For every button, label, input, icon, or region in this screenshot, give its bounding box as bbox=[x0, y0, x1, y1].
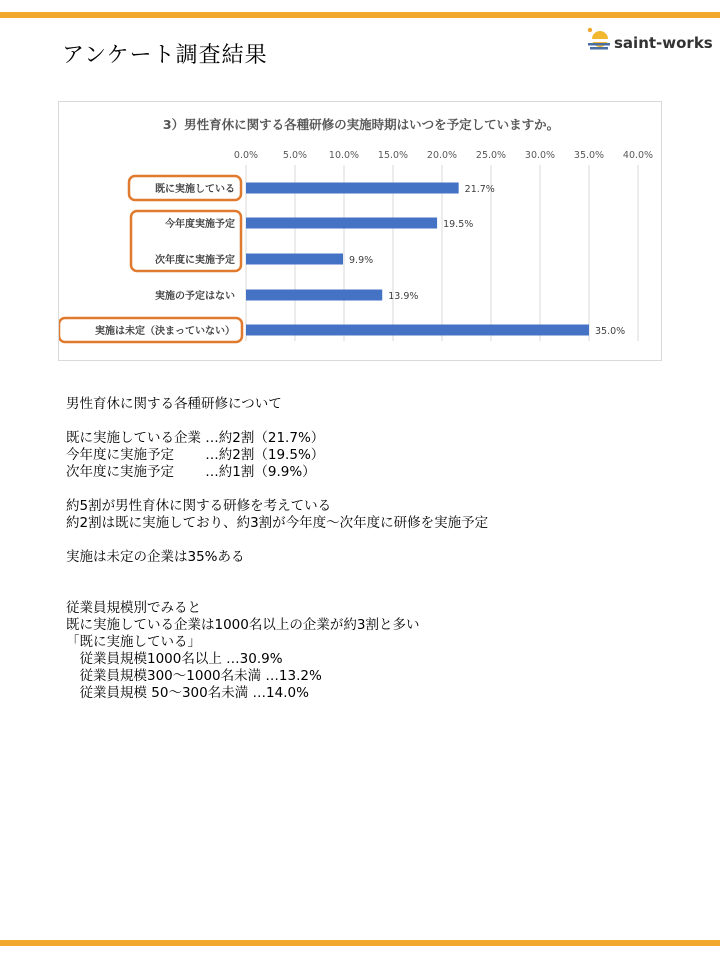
category-label: 既に実施している bbox=[155, 184, 235, 195]
summary-line: 既に実施している企業 …約2割（21.7%） bbox=[66, 430, 325, 446]
value-label: 35.0% bbox=[595, 326, 626, 337]
summary-line bbox=[66, 481, 488, 498]
summary-line: 既に実施している企業は1000名以上の企業が約3割と多い bbox=[66, 617, 420, 633]
summary-line: 従業員規模 50～300名未満 …14.0% bbox=[66, 685, 309, 701]
bar-1 bbox=[246, 218, 437, 229]
tick-label: 15.0% bbox=[377, 150, 409, 161]
summary-line: 実施は未定の企業は35%ある bbox=[66, 549, 245, 565]
tick-label: 35.0% bbox=[573, 150, 605, 161]
top-accent-bar bbox=[0, 12, 720, 18]
category-label: 実施の予定はない bbox=[155, 291, 235, 302]
tick-label: 5.0% bbox=[282, 150, 308, 161]
bottom-accent-bar bbox=[0, 940, 720, 946]
summary-text bbox=[66, 396, 488, 702]
tick-label: 30.0% bbox=[524, 150, 556, 161]
tick-label: 0.0% bbox=[233, 150, 259, 161]
bar-4 bbox=[246, 325, 589, 336]
category-label: 次年度に実施予定 bbox=[155, 255, 235, 266]
tick-label: 25.0% bbox=[475, 150, 507, 161]
chart-title: 3）男性育休に関する各種研修の実施時期はいつを予定していますか。 bbox=[162, 117, 560, 132]
summary-line: 今年度に実施予定 …約2割（19.5%） bbox=[66, 447, 325, 463]
bar-2 bbox=[246, 254, 343, 265]
bar-3 bbox=[246, 290, 382, 301]
summary-line bbox=[66, 583, 488, 600]
tick-label: 10.0% bbox=[328, 150, 360, 161]
summary-line: 次年度に実施予定 …約1割（9.9%） bbox=[66, 464, 316, 480]
value-label: 19.5% bbox=[443, 219, 474, 230]
page-title: アンケート調査結果 bbox=[62, 43, 268, 68]
chart-panel bbox=[58, 101, 662, 361]
tick-label: 40.0% bbox=[622, 150, 654, 161]
summary-line: 男性育休に関する各種研修について bbox=[66, 396, 282, 412]
bar-chart bbox=[59, 102, 663, 362]
value-label: 13.9% bbox=[388, 291, 419, 302]
logo-text: saint-works bbox=[614, 34, 713, 52]
summary-line: 約2割は既に実施しており、約3割が今年度～次年度に研修を実施予定 bbox=[66, 515, 489, 531]
summary-line: 約5割が男性育休に関する研修を考えている bbox=[66, 498, 332, 514]
category-label: 今年度実施予定 bbox=[165, 219, 235, 230]
summary-line: 従業員規模1000名以上 …30.9% bbox=[66, 651, 283, 667]
sun-logo-icon bbox=[586, 26, 612, 56]
bar-0 bbox=[246, 183, 459, 194]
summary-line: 「既に実施している」 bbox=[66, 634, 201, 650]
summary-line: 従業員規模別でみると bbox=[66, 600, 201, 616]
saint-works-logo bbox=[586, 26, 712, 58]
value-label: 9.9% bbox=[349, 255, 374, 266]
summary-line: 従業員規模300～1000名未満 …13.2% bbox=[66, 668, 322, 684]
summary-line bbox=[66, 413, 488, 430]
summary-line bbox=[66, 566, 488, 583]
category-label: 実施は未定（決まっていない） bbox=[95, 326, 235, 337]
summary-line bbox=[66, 532, 488, 549]
value-label: 21.7% bbox=[464, 184, 495, 195]
tick-label: 20.0% bbox=[426, 150, 458, 161]
